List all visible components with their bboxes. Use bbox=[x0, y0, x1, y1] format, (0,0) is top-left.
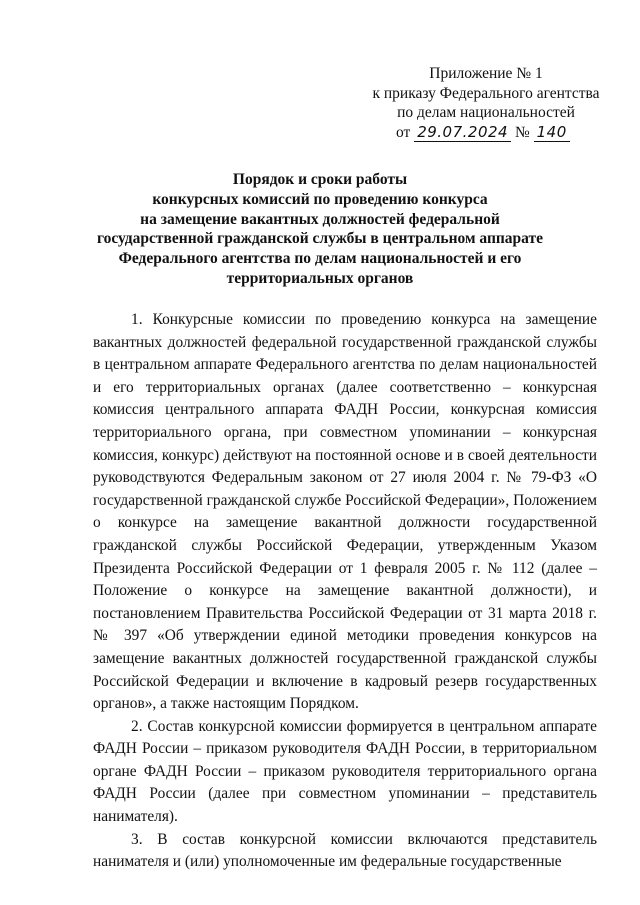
paragraph-3: 3. В состав конкурсной комиссии включаются представитель нанимателя и (или) уполномоченные им федеральные государственные bbox=[93, 830, 597, 871]
appendix-order-ref: к приказу Федерального агентства bbox=[372, 84, 600, 102]
title-line: Федерального агентства по делам национальностей и его bbox=[118, 250, 522, 268]
number-prefix: № bbox=[514, 123, 530, 141]
title-line: конкурсных комиссий по проведению конкурса bbox=[152, 190, 488, 208]
title-line: государственной гражданской службы в центральном аппарате bbox=[96, 230, 544, 248]
document-title bbox=[80, 170, 560, 289]
appendix-header bbox=[366, 64, 606, 142]
appendix-number: Приложение № 1 bbox=[429, 65, 543, 82]
paragraph-1: 1. Конкурсные комиссии по проведению конкурса на замещение вакантных должностей федеральной государственной гражданской службы в центральном аппарате Федерального агентства по делам национальностей и его территориальных органах (далее соответственно – конкурсная комиссия центрального аппарата ФАДН России, конкурсная комиссия территориального органа, при совместном упоминании – конкурсная комиссия, конкурс) действуют на постоянной основе и в своей деятельности руководствуются Федеральным законом от 27 июля 2004 г. № 79-ФЗ «О государственной гражданской службе Российской Федерации», Положением о конкурсе на замещение вакантной должности государственной гражданской службы Российской Федерации, утвержденным Указом Президента Российской Федерации от 1 февраля 2005 г. № 112 (далее – Положение о конкурсе на замещение вакантной должности), и постановлением Правительства Российской Федерации от 31 марта 2018 г. № 397 «Об утверждении единой методики проведения конкурсов на замещение вакантных должностей государственной гражданской службы Российской Федерации и включение в кадровый резерв государственных органов», а также настоящим Порядком. bbox=[93, 311, 597, 713]
title-line: на замещение вакантных должностей федеральной bbox=[140, 210, 500, 228]
order-number: 140 bbox=[534, 123, 570, 142]
appendix-agency: по делам национальностей bbox=[397, 104, 575, 121]
title-line: Порядок и сроки работы bbox=[232, 171, 408, 188]
document-body bbox=[93, 309, 597, 874]
order-date-line bbox=[366, 123, 606, 143]
order-date: 29.07.2024 bbox=[414, 123, 511, 142]
paragraph-2: 2. Состав конкурсной комиссии формируется в центральном аппарате ФАДН России – приказом руководителя ФАДН России, в территориальном органе ФАДН России – приказом руководителя территориального органа ФАДН России (далее при совместном упоминании – представитель нанимателя). bbox=[93, 717, 597, 826]
title-line: территориальных органов bbox=[226, 269, 414, 287]
date-prefix: от bbox=[396, 123, 411, 141]
